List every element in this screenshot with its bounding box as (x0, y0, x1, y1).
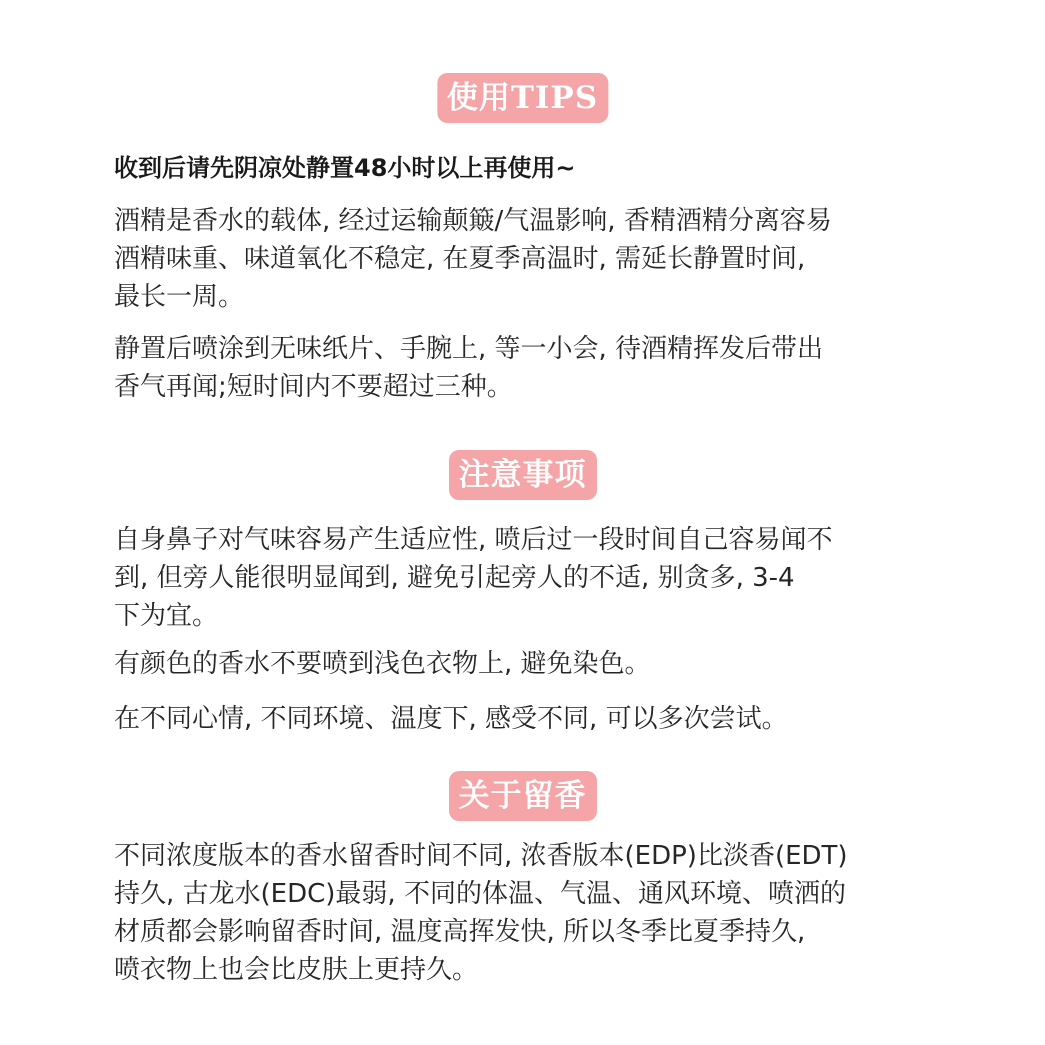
notes-badge: 注意事项 (449, 450, 597, 500)
tips-heading: 收到后请先阴凉处静置48小时以上再使用~ (114, 154, 576, 182)
text-line: 下为宜。 (114, 601, 219, 631)
notes-paragraph-3 (114, 700, 974, 738)
longevity-badge: 关于留香 (449, 771, 597, 821)
text-line: 香气再闻;短时间内不要超过三种。 (114, 372, 513, 402)
tips-badge: 使用TIPS (437, 73, 608, 123)
text-line: 材质都会影响留香时间, 温度高挥发快, 所以冬季比夏季持久, (114, 917, 806, 947)
notes-paragraph-1 (114, 521, 974, 635)
text-line: 最长一周。 (114, 282, 245, 312)
text-line: 有颜色的香水不要喷到浅色衣物上, 避免染色。 (114, 649, 651, 679)
text-line: 在不同心情, 不同环境、温度下, 感受不同, 可以多次尝试。 (114, 704, 788, 734)
text-line: 持久, 古龙水(EDC)最弱, 不同的体温、气温、通风环境、喷洒的 (114, 879, 846, 909)
longevity-paragraph-1 (114, 837, 974, 989)
text-line: 静置后喷涂到无味纸片、手腕上, 等一小会, 待酒精挥发后带出 (114, 334, 824, 364)
text-line: 自身鼻子对气味容易产生适应性, 喷后过一段时间自己容易闻不 (114, 525, 833, 555)
tips-paragraph-2 (114, 330, 974, 406)
text-line: 喷衣物上也会比皮肤上更持久。 (114, 955, 479, 985)
notes-paragraph-2 (114, 645, 974, 683)
text-line: 到, 但旁人能很明显闻到, 避免引起旁人的不适, 别贪多, 3-4 (114, 563, 795, 593)
text-line: 酒精味重、味道氧化不稳定, 在夏季高温时, 需延长静置时间, (114, 244, 806, 274)
text-line: 酒精是香水的载体, 经过运输颠簸/气温影响, 香精酒精分离容易 (114, 206, 832, 236)
tips-paragraph-1 (114, 202, 974, 316)
text-line: 不同浓度版本的香水留香时间不同, 浓香版本(EDP)比淡香(EDT) (114, 841, 848, 871)
